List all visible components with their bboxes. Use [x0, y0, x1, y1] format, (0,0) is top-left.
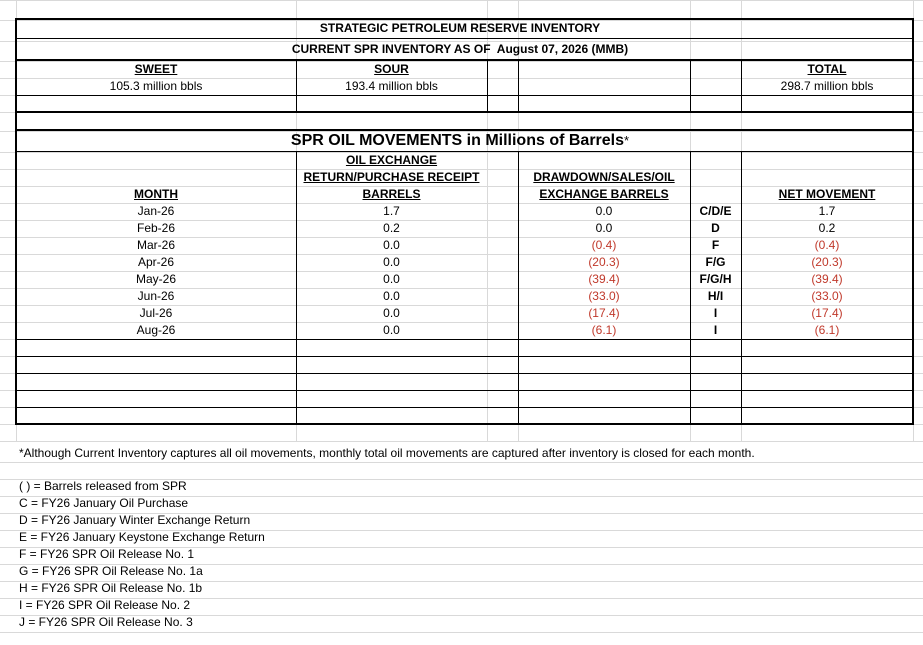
movements-title-text: SPR OIL MOVEMENTS in Millions of Barrels — [290, 132, 625, 149]
mv-col-line — [741, 152, 742, 424]
row-line — [16, 390, 913, 391]
legend-item: C = FY26 January Oil Purchase — [19, 496, 189, 510]
cell-code: F/G/H — [699, 272, 732, 286]
cell-month: Feb-26 — [136, 221, 176, 235]
cell-code: C/D/E — [699, 204, 732, 218]
gridline-h — [0, 462, 923, 463]
gridline-h — [0, 441, 923, 442]
legend-item: D = FY26 January Winter Exchange Return — [19, 513, 251, 527]
col-net-header: NET MOVEMENT — [778, 187, 876, 201]
cell-code: I — [713, 323, 718, 337]
cell-exchange: 0.0 — [383, 323, 400, 337]
cell-drawdown: (0.4) — [591, 238, 617, 252]
sep-mv-title — [16, 151, 913, 152]
inventory-label: CURRENT SPR INVENTORY AS OF — [291, 42, 491, 56]
sep-title — [16, 38, 913, 39]
inventory-date: August 07, 2026 — [496, 42, 589, 56]
cell-exchange: 0.0 — [383, 272, 400, 286]
sep-inv-blank — [16, 111, 913, 113]
sour-value: 193.4 million bbls — [345, 79, 438, 93]
total-value: 298.7 million bbls — [780, 79, 874, 93]
cell-exchange: 1.7 — [383, 204, 400, 218]
sep-gap — [16, 129, 913, 131]
movements-title — [16, 131, 904, 151]
col-exchange-header-2: RETURN/PURCHASE RECEIPT — [303, 170, 480, 184]
legend-item: J = FY26 SPR Oil Release No. 3 — [19, 615, 193, 629]
mv-col-line — [296, 152, 297, 424]
sour-header: SOUR — [374, 62, 409, 76]
legend-item: E = FY26 January Keystone Exchange Return — [19, 530, 265, 544]
col-exchange-header-3: BARRELS — [362, 187, 421, 201]
cell-net: (20.3) — [811, 255, 843, 269]
cell-drawdown: (6.1) — [591, 323, 617, 337]
footnote: *Although Current Inventory captures all oil movements, monthly total oil movements are captured after inventory is closed for each month. — [19, 446, 755, 460]
inv-col-line — [487, 60, 488, 112]
cell-exchange: 0.0 — [383, 306, 400, 320]
cell-exchange: 0.0 — [383, 255, 400, 269]
cell-month: Jan-26 — [137, 204, 175, 218]
cell-net: (33.0) — [811, 289, 843, 303]
cell-net: 0.2 — [818, 221, 836, 235]
cell-exchange: 0.2 — [383, 221, 400, 235]
legend-item: I = FY26 SPR Oil Release No. 2 — [19, 598, 191, 612]
mv-col-line — [518, 152, 519, 424]
cell-drawdown: (17.4) — [588, 306, 620, 320]
cell-drawdown: (20.3) — [588, 255, 620, 269]
cell-net: (6.1) — [814, 323, 840, 337]
sep-inv-values — [16, 95, 913, 96]
legend-item: H = FY26 SPR Oil Release No. 1b — [19, 581, 203, 595]
cell-month: Jun-26 — [137, 289, 175, 303]
row-line — [16, 339, 913, 340]
movements-title-mark: * — [624, 133, 630, 148]
cell-net: (17.4) — [811, 306, 843, 320]
cell-net: 1.7 — [818, 204, 836, 218]
legend-item: F = FY26 SPR Oil Release No. 1 — [19, 547, 195, 561]
mv-col-line — [690, 152, 691, 424]
col-exchange-header-1: OIL EXCHANGE — [345, 153, 438, 167]
inventory-as-of — [16, 41, 904, 59]
inv-col-line — [518, 60, 519, 112]
inv-col-line — [296, 60, 297, 112]
cell-month: Mar-26 — [136, 238, 175, 252]
cell-drawdown: (33.0) — [588, 289, 620, 303]
sweet-header: SWEET — [134, 62, 178, 76]
border-bottom — [16, 423, 914, 425]
cell-exchange: 0.0 — [383, 289, 400, 303]
cell-code: D — [711, 221, 720, 235]
cell-month: Apr-26 — [137, 255, 175, 269]
col-drawdown-header-1: DRAWDOWN/SALES/OIL — [533, 170, 675, 184]
cell-month: Aug-26 — [136, 323, 176, 337]
gridline-h — [0, 0, 923, 1]
row-line — [16, 407, 913, 408]
inv-col-line — [741, 60, 742, 112]
border-top — [16, 18, 914, 20]
total-header: TOTAL — [807, 62, 847, 76]
col-drawdown-header-2: EXCHANGE BARRELS — [539, 187, 669, 201]
cell-exchange: 0.0 — [383, 238, 400, 252]
cell-month: May-26 — [135, 272, 176, 286]
cell-code: H/I — [707, 289, 724, 303]
cell-code: I — [713, 306, 718, 320]
col-month-header: MONTH — [134, 187, 178, 201]
sep-asof — [16, 59, 913, 61]
cell-month: Jul-26 — [139, 306, 173, 320]
cell-code: F — [711, 238, 720, 252]
row-line — [16, 373, 913, 374]
cell-code: F/G — [705, 255, 726, 269]
legend-item: ( ) = Barrels released from SPR — [19, 479, 187, 493]
cell-net: (39.4) — [811, 272, 843, 286]
cell-drawdown: (39.4) — [588, 272, 620, 286]
cell-drawdown: 0.0 — [595, 221, 613, 235]
inventory-units: (MMB) — [591, 42, 629, 56]
row-line — [16, 356, 913, 357]
cell-drawdown: 0.0 — [595, 204, 613, 218]
legend-item: G = FY26 SPR Oil Release No. 1a — [19, 564, 203, 578]
border-left — [15, 18, 17, 425]
report-title: STRATEGIC PETROLEUM RESERVE INVENTORY — [319, 21, 601, 35]
cell-net: (0.4) — [814, 238, 840, 252]
border-right — [912, 18, 914, 425]
sweet-value: 105.3 million bbls — [109, 79, 203, 93]
inv-col-line — [690, 60, 691, 112]
gridline-h — [0, 632, 923, 633]
